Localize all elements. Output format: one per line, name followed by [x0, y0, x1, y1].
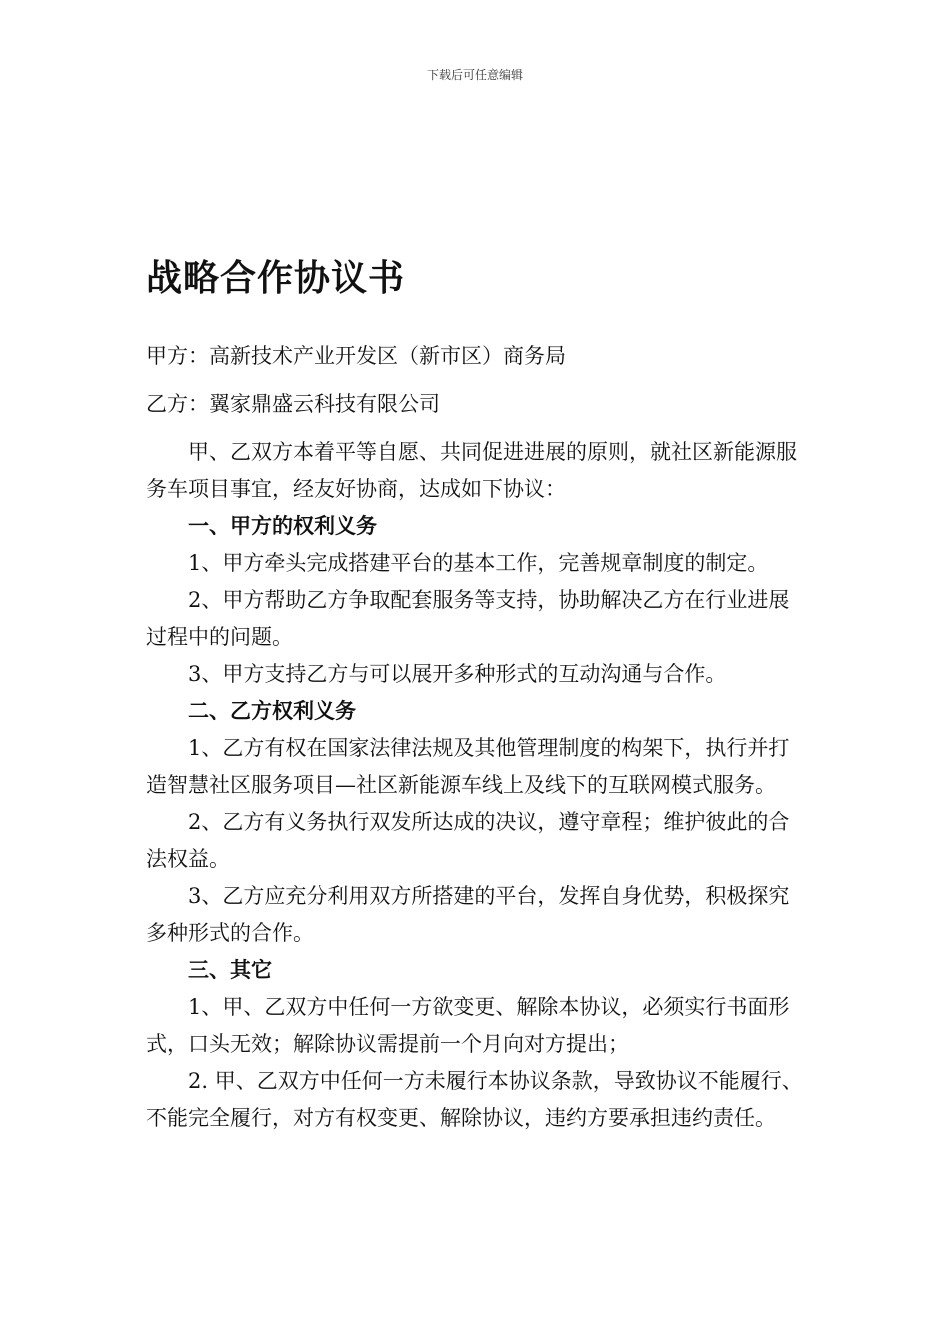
- section-heading: 三、其它: [188, 958, 272, 982]
- clause: 1、甲、乙双方中任何一方欲变更、解除本协议，必须实行书面形式，口头无效；解除协议需提前一个月向对方提出；: [146, 995, 790, 1056]
- party-a: 甲方：高新技术产业开发区（新市区）商务局: [146, 344, 566, 368]
- section-heading: 二、乙方权利义务: [188, 699, 356, 723]
- clause: 2、甲方帮助乙方争取配套服务等支持，协助解决乙方在行业进展过程中的问题。: [146, 588, 790, 649]
- section-party-a-rights: [146, 508, 806, 693]
- clause: 3、甲方支持乙方与可以展开多种形式的互动沟通与合作。: [188, 662, 727, 686]
- document-body: [146, 338, 806, 1137]
- section-party-b-rights: [146, 693, 806, 952]
- section-other: [146, 952, 806, 1137]
- clause: 3、乙方应充分利用双方所搭建的平台，发挥自身优势，积极探究多种形式的合作。: [146, 884, 790, 945]
- clause: 1、乙方有权在国家法律法规及其他管理制度的构架下，执行并打造智慧社区服务项目—社区新能源车线上及线下的互联网模式服务。: [146, 736, 790, 797]
- intro-paragraph: 甲、乙双方本着平等自愿、共同促进进展的原则，就社区新能源服务车项目事宜，经友好协商，达成如下协议：: [146, 440, 797, 501]
- clause: 2. 甲、乙双方中任何一方未履行本协议条款，导致协议不能履行、不能完全履行，对方有权变更、解除协议，违约方要承担违约责任。: [146, 1069, 803, 1130]
- party-b: 乙方：翼家鼎盛云科技有限公司: [146, 392, 440, 416]
- clause: 1、甲方牵头完成搭建平台的基本工作，完善规章制度的制定。: [188, 551, 769, 575]
- document-title: 战略合作协议书: [146, 258, 406, 299]
- section-heading: 一、甲方的权利义务: [188, 514, 377, 538]
- clause: 2、乙方有义务执行双发所达成的决议，遵守章程；维护彼此的合法权益。: [146, 810, 790, 871]
- header-note: 下载后可任意编辑: [426, 68, 523, 82]
